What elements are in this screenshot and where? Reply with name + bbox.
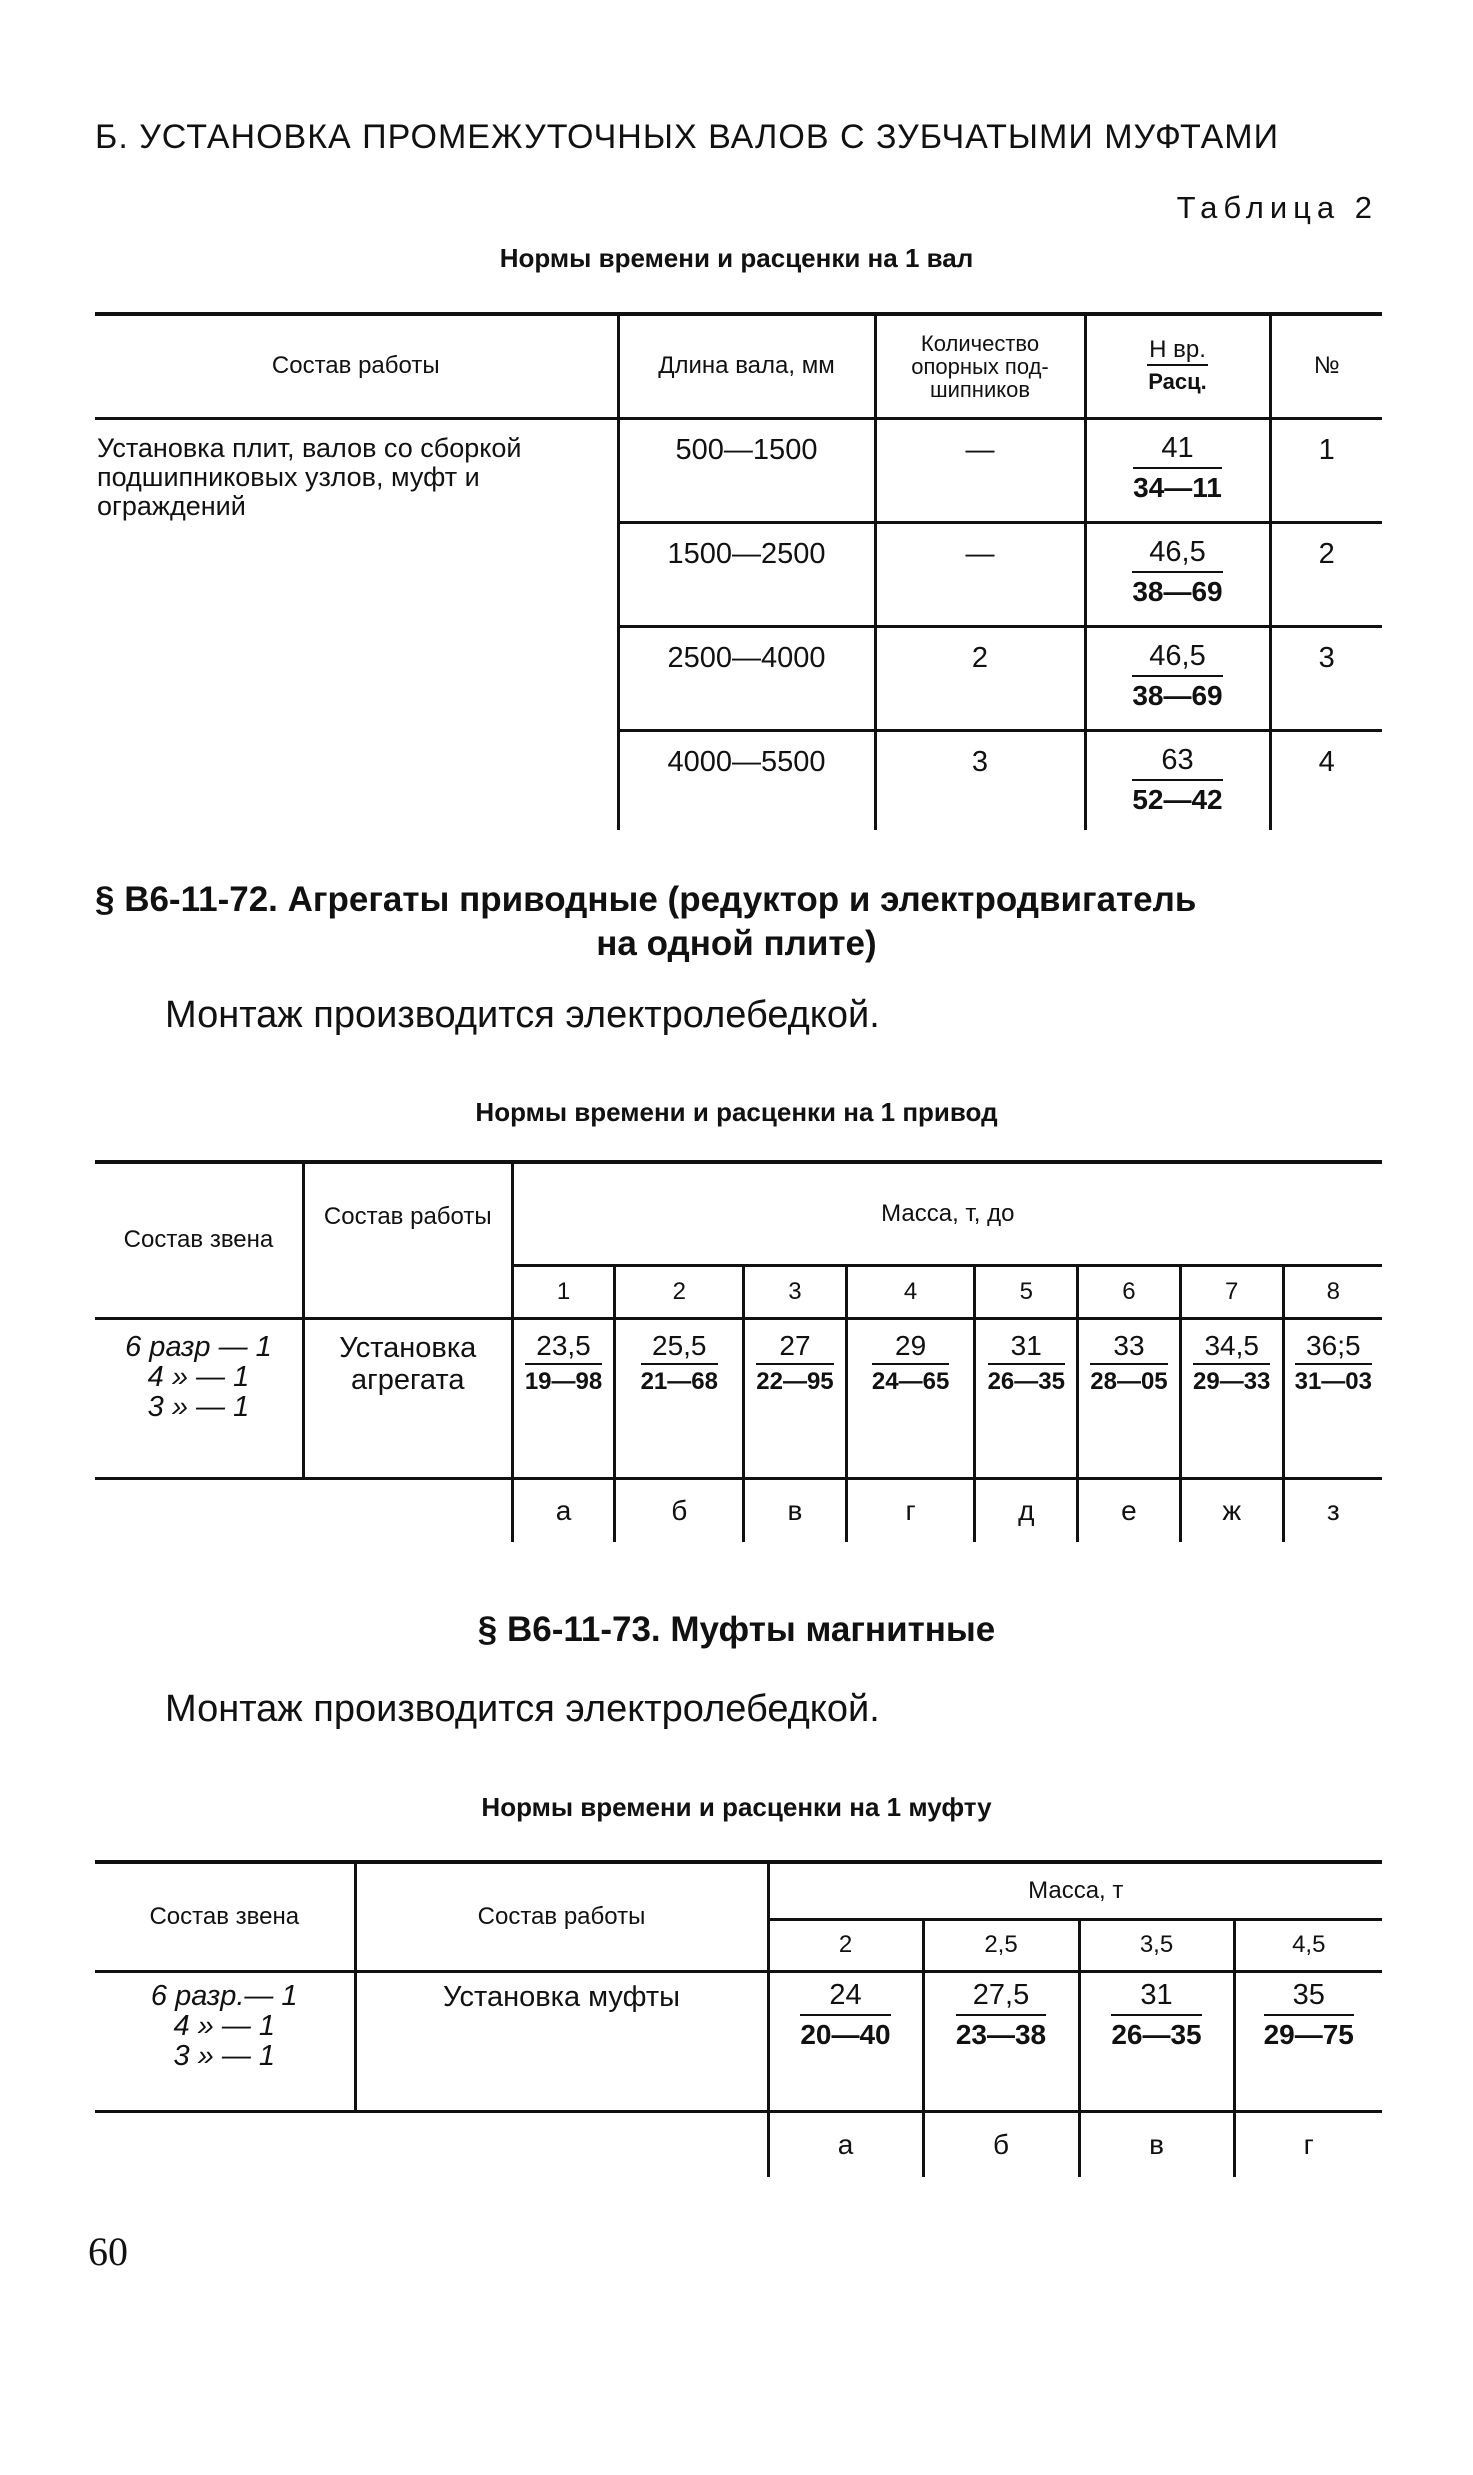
mass-column-header: 6 [1078,1265,1181,1318]
norm-rate-cell [975,1318,1078,1478]
mass-column-header: 1 [512,1265,615,1318]
column-letter: ж [1180,1478,1283,1542]
mass-column-header: 2 [768,1919,923,1971]
mass-column-header: 3 [744,1265,847,1318]
row-number: 4 [1318,745,1335,778]
mass-column-header: 7 [1180,1265,1283,1318]
column-letter: в [744,1478,847,1542]
section-73-heading: § В6-11-73. Муфты магнитные [477,1610,996,1649]
section-72-heading-line1: § В6-11-72. Агрегаты приводные (редуктор и электродвигатель [95,880,1197,919]
column-letter: б [923,2111,1079,2177]
column-letter: г [1234,2111,1382,2177]
norm-value: 31 [988,1330,1065,1365]
rate-value: 52—42 [1132,783,1223,815]
header-mass: Масса, т [768,1862,1382,1919]
norm-rate-cell [1283,1318,1382,1478]
header-crew: Состав звена [95,1162,303,1318]
norm-rate-cell [1085,522,1270,626]
drive-units-norm-table [95,1160,1382,1542]
norm-value: 27 [756,1330,833,1365]
crew-composition [95,1318,303,1478]
rate-value: 26—35 [1111,2018,1202,2050]
rate-value: 31—03 [1294,1367,1372,1395]
header-bearings: Количество опорных под-шипников [875,314,1085,418]
norm-rate-cell [768,1971,923,2111]
row-number: 3 [1270,626,1382,730]
norm-rate-cell [1079,1971,1234,2111]
rate-value: 38—69 [1132,575,1223,607]
section-73-caption: Нормы времени и расценки на 1 муфту [481,1792,992,1822]
length-cell: 1500—2500 [618,522,875,626]
bearings-cell: 3 [875,730,1085,830]
rate-value: 26—35 [987,1367,1065,1395]
header-work: Состав работы [303,1162,512,1318]
table-row [95,1971,1382,2111]
mass-column-header: 5 [975,1265,1078,1318]
crew-line: 6 разр — 1 [125,1330,272,1363]
rate-value: 24—65 [871,1367,950,1395]
rate-value: 19—98 [524,1367,603,1395]
norm-rate-cell [1234,1971,1382,2111]
norm-value: 63 [1132,744,1222,781]
header-norm-rate [1085,314,1270,418]
table-row [95,1318,1382,1478]
rate-value: 20—40 [800,2018,891,2050]
magnetic-couplings-norm-table [95,1860,1382,2177]
header-norm: Н вр. [1147,337,1208,366]
crew-line: 3 » — 1 [147,1390,250,1423]
work-description: Установка муфты [355,1971,768,2111]
column-letter: д [975,1478,1078,1542]
mass-column-header: 4,5 [1234,1919,1382,1971]
section-b-title: Б. УСТАНОВКА ПРОМЕЖУТОЧНЫХ ВАЛОВ С ЗУБЧАТЫМИ МУФТАМИ [95,118,1280,156]
crew-line: 4 » — 1 [173,2009,276,2042]
header-rate: Расц. [1148,369,1207,395]
header-mass: Масса, т, до [512,1162,1382,1265]
norm-value: 34,5 [1193,1330,1270,1365]
row-number: 2 [1270,522,1382,626]
rate-value: 22—95 [756,1367,834,1395]
header-work: Состав работы [355,1862,768,1971]
norm-value: 27,5 [956,1979,1046,2016]
norm-value: 46,5 [1132,640,1222,677]
crew-line: 3 » — 1 [173,2039,276,2072]
crew-line: 4 » — 1 [147,1360,250,1393]
norm-rate-cell [615,1318,744,1478]
column-letter: в [1079,2111,1234,2177]
work-description: Установка плит, валов со сборкой подшипниковых узлов, муфт и ограждений [97,432,522,521]
rate-value: 23—38 [955,2018,1047,2050]
norm-rate-cell [1078,1318,1181,1478]
norm-rate-cell [512,1318,615,1478]
mass-column-header: 2,5 [923,1919,1079,1971]
norm-rate-cell [1085,626,1270,730]
shafts-norm-table [95,312,1382,830]
column-letter: а [512,1478,615,1542]
mass-column-header: 3,5 [1079,1919,1234,1971]
norm-value: 31 [1111,1979,1201,2016]
norm-value: 25,5 [641,1330,718,1365]
bearings-cell: 2 [875,626,1085,730]
column-letter: г [846,1478,975,1542]
mass-column-header: 4 [846,1265,975,1318]
norm-value: 36;5 [1295,1330,1372,1365]
norm-value: 33 [1090,1330,1167,1365]
section-72-text: Монтаж производится электролебедкой. [165,994,880,1036]
norm-rate-cell [1085,418,1270,522]
norm-value: 46,5 [1132,536,1222,573]
norm-rate-cell [923,1971,1079,2111]
rate-value: 21—68 [640,1367,718,1395]
norm-rate-cell [1180,1318,1283,1478]
header-length: Длина вала, мм [618,314,875,418]
crew-line: 6 разр.— 1 [150,1979,298,2012]
bearings-cell: — [875,418,1085,522]
norm-rate-cell [846,1318,975,1478]
norm-value: 23,5 [525,1330,602,1365]
table-row [95,418,1382,522]
norm-value: 41 [1133,432,1222,469]
bearings-cell: — [875,522,1085,626]
letter-row [95,2111,1382,2177]
rate-value: 38—69 [1132,679,1223,711]
page-number: 60 [88,2229,128,2274]
mass-column-header: 8 [1283,1265,1382,1318]
norm-rate-cell [1085,730,1270,830]
column-letter: з [1283,1478,1382,1542]
table-label: Таблица 2 [1176,190,1378,225]
column-letter: е [1078,1478,1181,1542]
column-letter: б [615,1478,744,1542]
row-number: 1 [1270,418,1382,522]
work-description: Установка агрегата [303,1318,512,1478]
crew-composition [95,1971,355,2111]
mass-column-header: 2 [615,1265,744,1318]
header-work: Состав работы [271,352,440,380]
section-72-heading-line2: на одной плите) [596,924,877,963]
norm-value: 24 [800,1979,890,2016]
header-no: № [1270,314,1382,418]
letter-row [95,1478,1382,1542]
norm-value: 29 [872,1330,949,1365]
header-crew: Состав звена [95,1862,355,1971]
length-cell: 500—1500 [618,418,875,522]
length-cell: 4000—5500 [618,730,875,830]
section-73-text: Монтаж производится электролебедкой. [165,1688,880,1730]
norm-value: 35 [1264,1979,1354,2016]
table2-caption: Нормы времени и расценки на 1 вал [499,243,974,273]
column-letter: а [768,2111,923,2177]
rate-value: 29—33 [1193,1367,1271,1395]
rate-value: 28—05 [1090,1367,1168,1395]
rate-value: 29—75 [1263,2018,1354,2050]
rate-value: 34—11 [1133,471,1222,503]
section-72-caption: Нормы времени и расценки на 1 привод [475,1097,998,1127]
norm-rate-cell [744,1318,847,1478]
length-cell: 2500—4000 [618,626,875,730]
